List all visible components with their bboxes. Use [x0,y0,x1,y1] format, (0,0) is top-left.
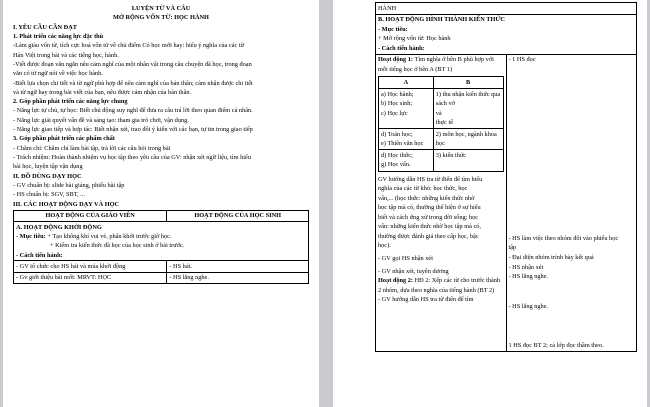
activity-1-text: Tìm nghĩa ở bên B phù hợp với mỗi tiếng học ở bên A (BT 1) [378,56,494,73]
matching-term: a) Học hành; [381,90,414,98]
section-b-heading: B. HOẠT ĐỘNG HÌNH THÀNH KIẾN THỨC [378,16,505,24]
target-text: + Tạo không khí vui vẻ, phấn khởi trước giờ học. [47,233,172,240]
page-left-content [13,4,309,284]
table-cell: HÀNH [376,3,637,15]
matching-col-a: A [379,77,434,89]
text-line: - 1 HS đọc [508,56,536,64]
table-cell [14,222,309,261]
text-line: - Năng lực giao tiếp và hợp tác: Biết nhận xét, trao đổi ý kiến với các bạn, tự tin trong giao tiếp [13,126,253,134]
matching-cell: 2) môn học, ngành khoa học [433,129,503,150]
matching-cell [379,150,434,171]
text-line: -Làm giàu vốn từ, tích cực hoá vốn từ về chủ điểm Có học mới hay: hiểu ý nghĩa của các từ [13,42,245,50]
matching-cell: 3) kiến thức [433,150,503,171]
text-line: vấn,... (học thức: những kiến thức nhờ [378,194,475,202]
text-line: biết và cách ứng xử trong đời sống; học [378,213,479,221]
activities-table-continued [375,2,637,352]
matching-col-b: B [433,77,503,89]
text-line: - GV chuẩn bị: slide bài giảng, phiếu bài tập [13,181,125,189]
table-row [14,272,309,283]
matching-cell [433,89,503,129]
text-line: - Trách nhiệm: Hoàn thành nhiệm vụ học tập theo yêu cầu của GV: nhận xét ngữ liệu, tìm hiểu [13,154,251,161]
method-label: - Cách tiến hành: [16,251,63,259]
target-label: - Mục tiêu: [16,233,46,240]
table-cell: - GV tổ chức cho HS hát và múa khởi động [14,261,167,272]
table-row [376,14,637,54]
text-line: -Biết lựa chọn chi tiết và từ ngữ phù hợp để nêu cảm nghĩ của bản thân; cảm nhận được chi tiết [13,79,253,87]
text-line: -Viết được đoạn văn ngắn nêu cảm nghĩ của một nhân vật trong câu chuyện đã học, trong đoạn [13,60,252,68]
text-line: thường được đánh giá theo cấp học, bậc [378,232,479,240]
text-line: - GV gọi HS nhận xét [378,255,433,262]
text-line: - GV nhận xét, tuyên dương [378,267,449,275]
subheading-general-skills: 2. Góp phần phát triển các năng lực chung [13,98,128,106]
text-line: bài học, luyện tập vận dụng [13,163,83,171]
method-label: - Cách tiến hành: [378,44,425,52]
matching-header-row [379,77,504,89]
text-line: vấn: những kiến thức nhờ học tập mà có, [378,223,482,231]
text-line: tập [508,244,517,252]
text-line: - Đại diện nhóm trình bày kết quả [508,254,594,261]
column-header-student: HOẠT ĐỘNG CỦA HỌC SINH [167,210,309,221]
table-cell: - HS lắng nghe. [167,272,309,283]
text-line: văn có từ ngữ nói về việc học hành. [13,70,103,78]
matching-cell [379,129,434,150]
lesson-title: LUYỆN TỪ VÀ CÂU [131,5,191,12]
table-row [376,54,637,352]
table-cell-teacher [376,54,507,352]
text-line: - HS chuẩn bị: SGV, SBT, ... [13,191,86,199]
matching-meaning: và [435,109,442,117]
target-text: + Kiểm tra kiến thức đã học của học sinh ở bài trước. [50,242,185,250]
activities-table [13,210,309,284]
section-heading-materials: II. ĐỒ DÙNG DẠY HỌC [13,172,82,180]
table-cell [376,14,637,54]
text-line: - HS làm việc theo nhóm đôi vào phiếu học [508,234,619,242]
text-line: 1 HS đọc BT 2; cả lớp đọc thầm theo. [508,342,604,350]
activity-2-text: HĐ 2: Xếp các từ cho trước thành 2 nhóm, dựa theo nghĩa của tiếng hành (BT 2) [378,277,501,294]
text-line: học tập mà có, thường thể hiện ở sự hiểu [378,204,481,212]
text-line: Hán Việt trong bài và các tiếng học, hành. [13,51,119,59]
target-text: + Mở rộng vốn từ: Học hành [378,35,451,43]
text-line: - HS lắng nghe. [508,302,549,310]
activity-2-label: Hoạt động 2: [378,277,413,285]
matching-cell [379,89,434,129]
lesson-subtitle: MỞ RỘNG VỐN TỪ: HỌC HÀNH [113,14,209,22]
table-cell: - Gv giới thiệu bài mới: MRVT: HỌC [14,272,167,283]
text-line: - Năng lực tự chủ, tự học: Biết chủ động suy nghĩ để đưa ra câu trả lời theo quan điểm cá nhân. [13,107,253,115]
subheading-qualities: 3. Góp phần phát triển các phẩm chất [13,135,115,143]
target-label: - Mục tiêu: [378,25,408,33]
activity-1-label: Hoạt động 1: [378,56,413,64]
matching-meaning: thực tế [435,119,453,127]
table-row [14,261,309,272]
table-header-row [14,210,309,221]
text-line: nghĩa của các từ khó: học thức, học [378,185,468,193]
text-line: - Chăm chỉ: Chăm chỉ làm bài tập, trả lời các câu hỏi trong bài [13,144,171,152]
matching-term: e) Thiên văn học [381,140,424,148]
matching-row [379,89,504,129]
matching-term: g) Học vấn. [381,161,411,169]
subheading-specific-skills: 1. Phát triển các năng lực đặc thù [13,32,104,40]
page-right-content [375,2,637,352]
section-a-heading: A. HOẠT ĐỘNG KHỞI ĐỘNG [16,223,102,231]
text-line: - HS lắng nghe. [508,273,549,281]
matching-term: b) Học sinh; [381,100,413,108]
matching-term: c) Học lực [381,109,408,117]
section-heading-activities: III. CÁC HOẠT ĐỘNG DẠY VÀ HỌC [13,200,120,208]
text-line: - GV hướng dẫn HS tra từ điển để tìm [378,296,474,304]
table-cell: - HS hát. [167,261,309,272]
document-page-left [3,0,319,407]
text-line: học). [378,242,391,250]
table-row [376,3,637,15]
text-line: và từ ngữ hay trong bài viết của bạn, nêu được cảm nhận của bản thân. [13,88,192,96]
text-line: - HS nhận xét [508,263,544,271]
table-row [14,222,309,261]
matching-row [379,150,504,171]
matching-term: d) Học thức; [381,151,413,159]
table-cell-student [506,54,637,352]
text-line: GV hướng dẫn HS tra từ điển để tìm hiểu [378,175,483,183]
column-header-teacher: HOẠT ĐỘNG CỦA GIÁO VIÊN [14,210,167,221]
matching-term: d) Toán học; [381,130,413,138]
text-line: - Năng lực giải quyết vấn đề và sáng tạo: tham gia trò chơi, vận dụng. [13,116,189,124]
matching-row [379,129,504,150]
section-heading-requirements: I. YÊU CẦU CẦN ĐẠT [13,23,77,31]
document-page-right [333,0,647,407]
matching-table [378,76,504,171]
matching-meaning: 1) thu nhận kiến thức qua sách vở [435,90,501,108]
